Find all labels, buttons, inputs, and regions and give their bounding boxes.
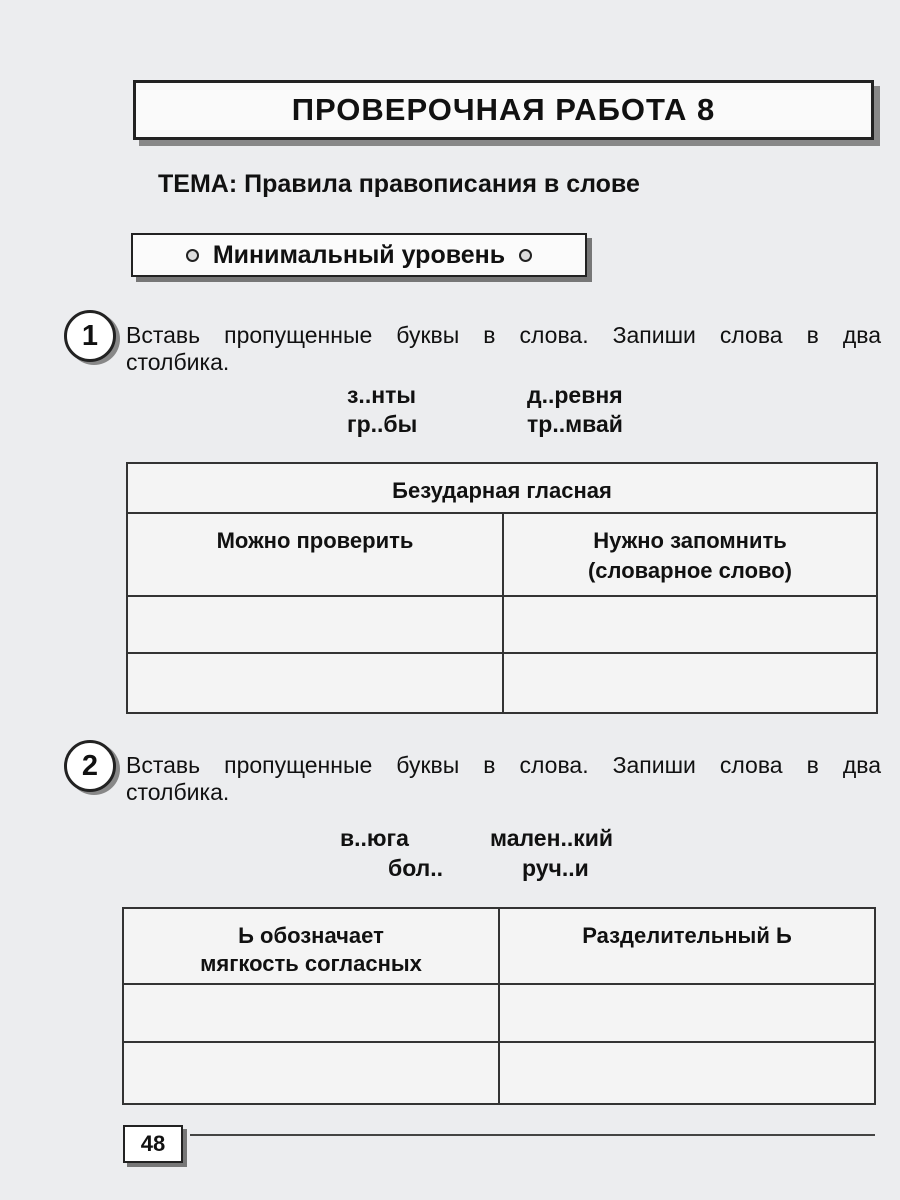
page-number: 48 (123, 1125, 183, 1163)
page-title-box (133, 80, 874, 140)
column-header-line: (словарное слово) (587, 558, 793, 583)
column-header-line: Нужно запомнить (593, 528, 787, 553)
level-label: Минимальный уровень (212, 240, 506, 269)
answer-cell[interactable] (503, 653, 877, 713)
task-1-table (126, 462, 878, 714)
answer-cell[interactable] (503, 596, 877, 653)
answer-cell[interactable] (499, 1042, 875, 1104)
page-title: ПРОВЕРОЧНАЯ РАБОТА 8 (291, 92, 716, 127)
bullet-icon (519, 249, 532, 262)
column-header-check: Можно проверить (127, 513, 503, 596)
topic-heading: ТЕМА: Правила правописания в слове (158, 170, 640, 198)
answer-cell[interactable] (127, 596, 503, 653)
task-1-instruction: Вставь пропущенные буквы в слова. Запиши слова в два столбика. (126, 322, 881, 375)
bullet-icon (186, 249, 199, 262)
column-header-line: Ь обозначает (238, 923, 384, 948)
task-1-word: д..ревня (527, 382, 623, 408)
task-1-word: з..нты (347, 382, 417, 408)
answer-cell[interactable] (499, 984, 875, 1042)
column-header-softness (123, 908, 499, 984)
task-2-word: бол.. (388, 855, 444, 881)
task-number-2: 2 (64, 740, 116, 792)
task-1-word: гр..бы (347, 411, 418, 437)
answer-cell[interactable] (123, 1042, 499, 1104)
column-header-memorize (503, 513, 877, 596)
task-2-instruction: Вставь пропущенные буквы в слова. Запиши слова в два столбика. (126, 752, 881, 805)
task-2-word: в..юга (340, 825, 409, 851)
task-1-word: тр..мвай (527, 411, 623, 437)
footer-divider (190, 1134, 875, 1136)
answer-cell[interactable] (123, 984, 499, 1042)
task-2-table (122, 907, 876, 1105)
column-header-separating: Разделительный Ь (499, 908, 875, 984)
column-header-line: мягкость согласных (200, 951, 422, 976)
task-2-word: руч..и (522, 855, 589, 881)
task-number-1: 1 (64, 310, 116, 362)
task-2-word: мален..кий (490, 825, 614, 851)
answer-cell[interactable] (127, 653, 503, 713)
table-header: Безударная гласная (127, 463, 877, 513)
level-banner (131, 233, 587, 277)
